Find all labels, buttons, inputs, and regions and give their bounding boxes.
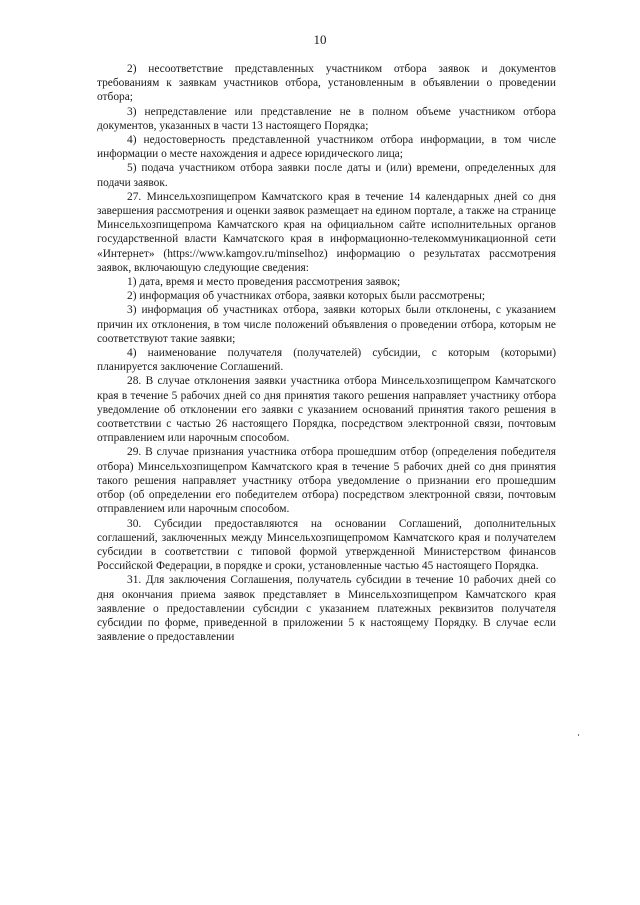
paragraph: 29. В случае признания участника отбора прошедшим отбор (определения победителя отбора) Минсельхозпищепром Камчатского края в течение 5 рабочих дней со дня принятия такого решения направляет участнику отбора уведомление о признании его прошедшим отбор (об определении его победителем отбора) посредством электронной связи, почтовым отправлением или нарочным способом.	[97, 446, 556, 516]
paragraph: 3) информация об участниках отбора, заявки которых были отклонены, с указанием причин их отклонения, в том числе положений объявления о проведении отбора, которым не соответствуют такие заявки;	[97, 304, 556, 345]
paragraph: 27. Минсельхозпищепром Камчатского края в течение 14 календарных дней со дня завершения рассмотрения и оценки заявок размещает на едином портале, а также на странице Минсельхозпищепрома Камчатского края на официальном сайте исполнительных органов государственной власти Камчатского края в информационно-телекоммуникационной сети «Интернет» (https://www.kamgov.ru/minselhoz) информацию о результатах рассмотрения заявок, включающую следующие сведения:	[97, 190, 556, 274]
scan-speck	[578, 734, 579, 736]
paragraph: 1) дата, время и место проведения рассмотрения заявок;	[127, 276, 401, 289]
paragraph: 2) информация об участниках отбора, заявки которых были рассмотрены;	[127, 290, 486, 303]
paragraph: 2) несоответствие представленных участником отбора заявок и документов требованиям к заявкам участников отбора, установленным в объявлении о проведении отбора;	[97, 63, 556, 104]
paragraph: 5) подача участником отбора заявки после даты и (или) времени, определенных для подачи заявок.	[97, 162, 556, 189]
paragraph: 4) наименование получателя (получателей) субсидии, с которым (которыми) планируется заключение Соглашений.	[97, 347, 556, 374]
paragraph: 31. Для заключения Соглашения, получатель субсидии в течение 10 рабочих дней со дня окончания приема заявок представляет в Минсельхозпищепром Камчатского края заявление о предоставлении субсидии с указанием платежных реквизитов получателя субсидии по форме, приведенной в приложении 5 к настоящему Порядку. В случае если заявление о предоставлении	[97, 574, 556, 644]
paragraph: 4) недостоверность представленной участником отбора информации, в том числе информации о месте нахождения и адресе юридического лица;	[97, 134, 556, 161]
document-body	[97, 62, 556, 644]
page-number: 10	[313, 32, 327, 47]
paragraph: 30. Субсидии предоставляются на основании Соглашений, дополнительных соглашений, заключенных между Минсельхозпищепромом Камчатского края и получателем субсидии в соответствии с типовой формой утвержденной Министерством финансов Российской Федерации, в порядке и сроки, установленные частью 45 настоящего Порядка.	[97, 517, 556, 573]
paragraph: 3) непредставление или представление не в полном объеме участником отбора документов, указанных в части 13 настоящего Порядка;	[97, 105, 556, 132]
paragraph: 28. В случае отклонения заявки участника отбора Минсельхозпищепром Камчатского края в течение 5 рабочих дней со дня принятия такого решения направляет участнику отбора уведомление об отклонении его заявки с указанием оснований принятия такого решения в соответствии с частью 26 настоящего Порядка, посредством электронной связи, почтовым отправлением или нарочным способом.	[97, 375, 556, 445]
